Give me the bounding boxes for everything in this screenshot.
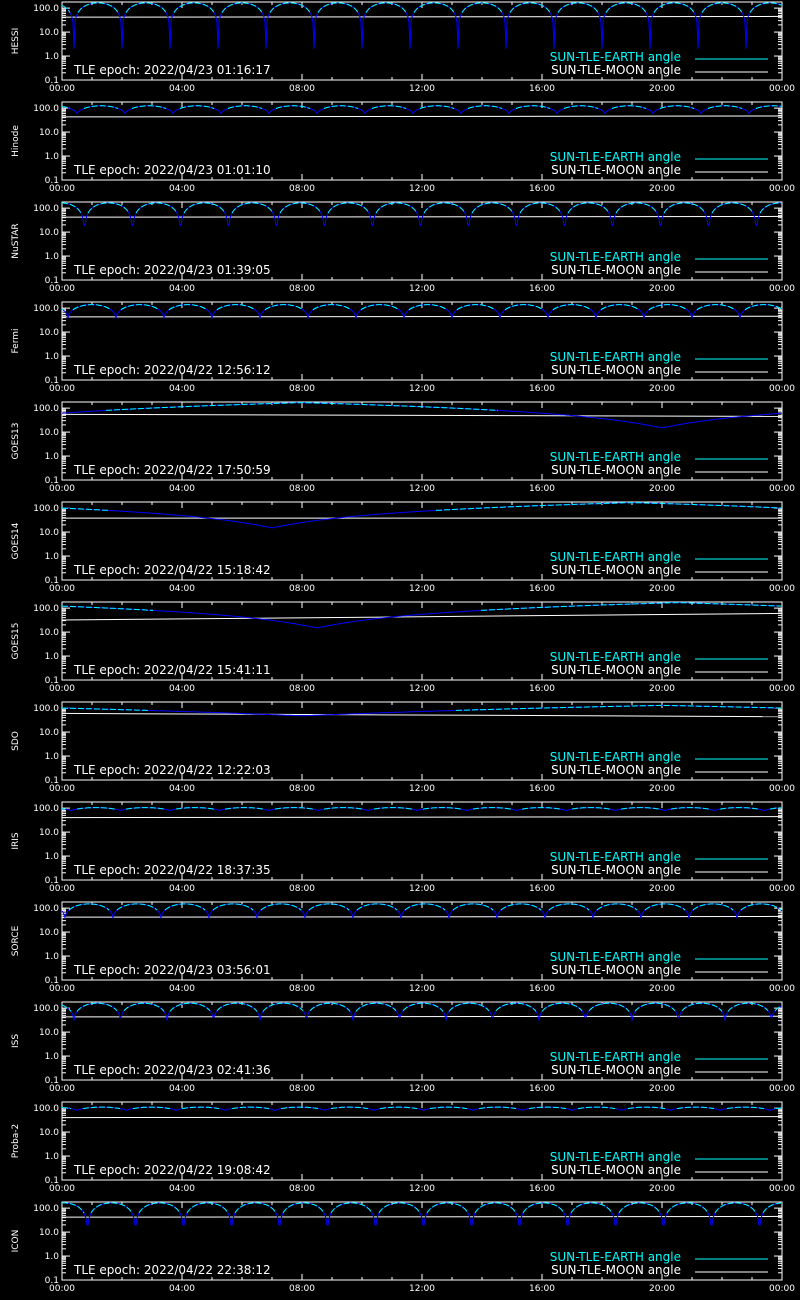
y-tick-label: 1.0 [44,1152,59,1163]
x-tick-label: 12:00 [409,84,435,94]
satellite-label: ISS [11,1033,21,1049]
y-tick-label: 0.1 [44,376,59,386]
x-tick-label: 04:00 [169,1284,195,1294]
x-tick-label: 20:00 [649,284,675,294]
x-tick-label: 16:00 [529,784,555,794]
epoch-label: TLE epoch: 2022/04/22 12:56:12 [74,363,271,377]
y-tick-label: 10.0 [38,1028,59,1039]
epoch-label: TLE epoch: 2022/04/22 17:50:59 [74,463,271,477]
legend-earth-label: SUN-TLE-EARTH angle [549,850,681,864]
legend-moon-label: SUN-TLE-MOON angle [551,1063,681,1077]
x-tick-label: 16:00 [529,84,555,94]
legend-earth-label: SUN-TLE-EARTH angle [549,1250,681,1264]
x-tick-label: 00:00 [769,684,795,694]
x-tick-label: 08:00 [289,484,315,494]
x-tick-label: 00:00 [769,384,795,394]
satellite-label: NuSTAR [11,223,21,259]
epoch-label: TLE epoch: 2022/04/23 01:01:10 [74,163,271,177]
legend-moon-label: SUN-TLE-MOON angle [551,263,681,277]
y-tick-label: 0.1 [44,176,59,186]
x-tick-label: 04:00 [169,84,195,94]
x-tick-label: 00:00 [49,884,75,894]
y-tick-label: 100.0 [33,1204,59,1215]
x-tick-label: 16:00 [529,584,555,594]
legend-earth-label: SUN-TLE-EARTH angle [549,750,681,764]
x-tick-label: 00:00 [49,1284,75,1294]
x-tick-label: 00:00 [49,284,75,294]
x-tick-label: 04:00 [169,384,195,394]
x-tick-label: 08:00 [289,284,315,294]
x-tick-label: 16:00 [529,284,555,294]
legend-earth-label: SUN-TLE-EARTH angle [549,650,681,664]
legend-moon-label: SUN-TLE-MOON angle [551,63,681,77]
x-tick-label: 12:00 [409,784,435,794]
legend-earth-label: SUN-TLE-EARTH angle [549,350,681,364]
y-tick-label: 1.0 [44,352,59,363]
y-tick-label: 0.1 [44,576,59,586]
x-tick-label: 16:00 [529,1284,555,1294]
x-tick-label: 16:00 [529,1084,555,1094]
y-tick-label: 1.0 [44,552,59,563]
y-tick-label: 0.1 [44,276,59,286]
y-tick-label: 10.0 [38,728,59,739]
x-tick-label: 12:00 [409,484,435,494]
x-tick-label: 00:00 [769,984,795,994]
x-tick-label: 00:00 [769,584,795,594]
y-tick-label: 100.0 [33,704,59,715]
epoch-label: TLE epoch: 2022/04/22 22:38:12 [74,1263,271,1277]
x-tick-label: 00:00 [49,84,75,94]
y-tick-label: 10.0 [38,628,59,639]
x-tick-label: 00:00 [49,784,75,794]
x-tick-label: 00:00 [769,884,795,894]
x-tick-label: 08:00 [289,784,315,794]
x-tick-label: 00:00 [49,584,75,594]
y-tick-label: 1.0 [44,852,59,863]
x-tick-label: 04:00 [169,484,195,494]
x-tick-label: 16:00 [529,684,555,694]
y-tick-label: 100.0 [33,304,59,315]
y-tick-label: 1.0 [44,752,59,763]
legend-earth-label: SUN-TLE-EARTH angle [549,150,681,164]
x-tick-label: 16:00 [529,484,555,494]
legend-earth-label: SUN-TLE-EARTH angle [549,1050,681,1064]
x-tick-label: 20:00 [649,984,675,994]
y-tick-label: 1.0 [44,1052,59,1063]
y-tick-label: 0.1 [44,76,59,86]
legend-earth-label: SUN-TLE-EARTH angle [549,1150,681,1164]
y-tick-label: 1.0 [44,152,59,163]
x-tick-label: 12:00 [409,1284,435,1294]
x-tick-label: 00:00 [769,1084,795,1094]
x-tick-label: 00:00 [769,284,795,294]
satellite-label: ICON [11,1229,21,1253]
y-tick-label: 10.0 [38,828,59,839]
y-tick-label: 100.0 [33,204,59,215]
x-tick-label: 12:00 [409,1084,435,1094]
y-tick-label: 10.0 [38,928,59,939]
x-tick-label: 20:00 [649,484,675,494]
legend-earth-label: SUN-TLE-EARTH angle [549,550,681,564]
legend-earth-label: SUN-TLE-EARTH angle [549,450,681,464]
y-tick-label: 1.0 [44,952,59,963]
epoch-label: TLE epoch: 2022/04/22 12:22:03 [74,763,271,777]
y-tick-label: 0.1 [44,776,59,786]
satellite-label: IRIS [11,832,21,850]
x-tick-label: 04:00 [169,1184,195,1194]
legend-earth-label: SUN-TLE-EARTH angle [549,50,681,64]
moon-series-line [62,1016,782,1017]
x-tick-label: 04:00 [169,1084,195,1094]
satellite-label: GOES14 [11,522,21,560]
legend-moon-label: SUN-TLE-MOON angle [551,663,681,677]
x-tick-label: 00:00 [769,84,795,94]
legend-earth-label: SUN-TLE-EARTH angle [549,950,681,964]
x-tick-label: 16:00 [529,884,555,894]
x-tick-label: 08:00 [289,884,315,894]
x-tick-label: 12:00 [409,384,435,394]
x-tick-label: 12:00 [409,684,435,694]
legend-moon-label: SUN-TLE-MOON angle [551,1263,681,1277]
x-tick-label: 08:00 [289,84,315,94]
satellite-label: SORCE [11,925,21,957]
x-tick-label: 20:00 [649,1084,675,1094]
epoch-label: TLE epoch: 2022/04/23 02:41:36 [74,1063,271,1077]
x-tick-label: 12:00 [409,984,435,994]
y-tick-label: 10.0 [38,428,59,439]
satellite-label: GOES13 [11,422,21,460]
x-tick-label: 04:00 [169,184,195,194]
y-tick-label: 100.0 [33,1104,59,1115]
x-tick-label: 16:00 [529,984,555,994]
y-tick-label: 100.0 [33,4,59,15]
x-tick-label: 08:00 [289,184,315,194]
y-tick-label: 100.0 [33,504,59,515]
moon-series-line [62,316,782,317]
x-tick-label: 16:00 [529,184,555,194]
legend-moon-label: SUN-TLE-MOON angle [551,763,681,777]
x-tick-label: 04:00 [169,984,195,994]
y-tick-label: 100.0 [33,404,59,415]
x-tick-label: 00:00 [49,384,75,394]
x-tick-label: 00:00 [769,784,795,794]
epoch-label: TLE epoch: 2022/04/23 01:39:05 [74,263,271,277]
x-tick-label: 00:00 [769,484,795,494]
x-tick-label: 00:00 [49,1084,75,1094]
y-tick-label: 0.1 [44,976,59,986]
legend-moon-label: SUN-TLE-MOON angle [551,1163,681,1177]
x-tick-label: 04:00 [169,284,195,294]
y-tick-label: 10.0 [38,28,59,39]
x-tick-label: 04:00 [169,784,195,794]
x-tick-label: 20:00 [649,384,675,394]
x-tick-label: 00:00 [49,184,75,194]
x-tick-label: 12:00 [409,184,435,194]
earth-visible-line [62,309,63,310]
y-tick-label: 0.1 [44,1276,59,1286]
x-tick-label: 20:00 [649,884,675,894]
x-tick-label: 08:00 [289,1284,315,1294]
x-tick-label: 16:00 [529,384,555,394]
x-tick-label: 00:00 [769,1284,795,1294]
legend-moon-label: SUN-TLE-MOON angle [551,363,681,377]
y-tick-label: 1.0 [44,452,59,463]
y-tick-label: 10.0 [38,128,59,139]
x-tick-label: 08:00 [289,1184,315,1194]
y-tick-label: 10.0 [38,228,59,239]
x-tick-label: 00:00 [49,1184,75,1194]
y-tick-label: 0.1 [44,1076,59,1086]
satellite-label: Fermi [11,328,21,354]
epoch-label: TLE epoch: 2022/04/22 19:08:42 [74,1163,271,1177]
x-tick-label: 04:00 [169,684,195,694]
x-tick-label: 04:00 [169,884,195,894]
legend-moon-label: SUN-TLE-MOON angle [551,163,681,177]
satellite-label: Hinode [11,125,21,157]
y-tick-label: 100.0 [33,904,59,915]
y-tick-label: 10.0 [38,1228,59,1239]
y-tick-label: 0.1 [44,476,59,486]
epoch-label: TLE epoch: 2022/04/22 15:41:11 [74,663,271,677]
y-tick-label: 100.0 [33,604,59,615]
x-tick-label: 08:00 [289,384,315,394]
y-tick-label: 100.0 [33,804,59,815]
x-tick-label: 00:00 [769,1184,795,1194]
x-tick-label: 20:00 [649,84,675,94]
y-tick-label: 1.0 [44,1252,59,1263]
x-tick-label: 08:00 [289,584,315,594]
satellite-label: SDO [11,731,21,751]
legend-moon-label: SUN-TLE-MOON angle [551,863,681,877]
x-tick-label: 04:00 [169,584,195,594]
x-tick-label: 00:00 [49,484,75,494]
x-tick-label: 20:00 [649,784,675,794]
y-tick-label: 1.0 [44,52,59,63]
y-tick-label: 0.1 [44,1176,59,1186]
y-tick-label: 100.0 [33,1004,59,1015]
x-tick-label: 12:00 [409,584,435,594]
y-tick-label: 10.0 [38,1128,59,1139]
x-tick-label: 12:00 [409,1184,435,1194]
y-tick-label: 0.1 [44,876,59,886]
satellite-label: Proba-2 [11,1123,21,1159]
y-tick-label: 100.0 [33,104,59,115]
legend-moon-label: SUN-TLE-MOON angle [551,463,681,477]
x-tick-label: 12:00 [409,884,435,894]
legend-moon-label: SUN-TLE-MOON angle [551,963,681,977]
legend-earth-label: SUN-TLE-EARTH angle [549,250,681,264]
epoch-label: TLE epoch: 2022/04/22 15:18:42 [74,563,271,577]
satellite-label: GOES15 [11,622,21,660]
x-tick-label: 20:00 [649,684,675,694]
x-tick-label: 16:00 [529,1184,555,1194]
x-tick-label: 12:00 [409,284,435,294]
x-tick-label: 00:00 [49,984,75,994]
x-tick-label: 00:00 [49,684,75,694]
y-tick-label: 0.1 [44,676,59,686]
y-tick-label: 1.0 [44,252,59,263]
x-tick-label: 00:00 [769,184,795,194]
x-tick-label: 20:00 [649,1184,675,1194]
satellite-label: HESSI [11,27,21,55]
x-tick-label: 08:00 [289,1084,315,1094]
epoch-label: TLE epoch: 2022/04/23 03:56:01 [74,963,271,977]
y-tick-label: 1.0 [44,652,59,663]
x-tick-label: 20:00 [649,1284,675,1294]
x-tick-label: 20:00 [649,184,675,194]
epoch-label: TLE epoch: 2022/04/23 01:16:17 [74,63,271,77]
x-tick-label: 08:00 [289,684,315,694]
x-tick-label: 08:00 [289,984,315,994]
y-tick-label: 10.0 [38,528,59,539]
legend-moon-label: SUN-TLE-MOON angle [551,563,681,577]
epoch-label: TLE epoch: 2022/04/22 18:37:35 [74,863,271,877]
y-tick-label: 10.0 [38,328,59,339]
x-tick-label: 20:00 [649,584,675,594]
